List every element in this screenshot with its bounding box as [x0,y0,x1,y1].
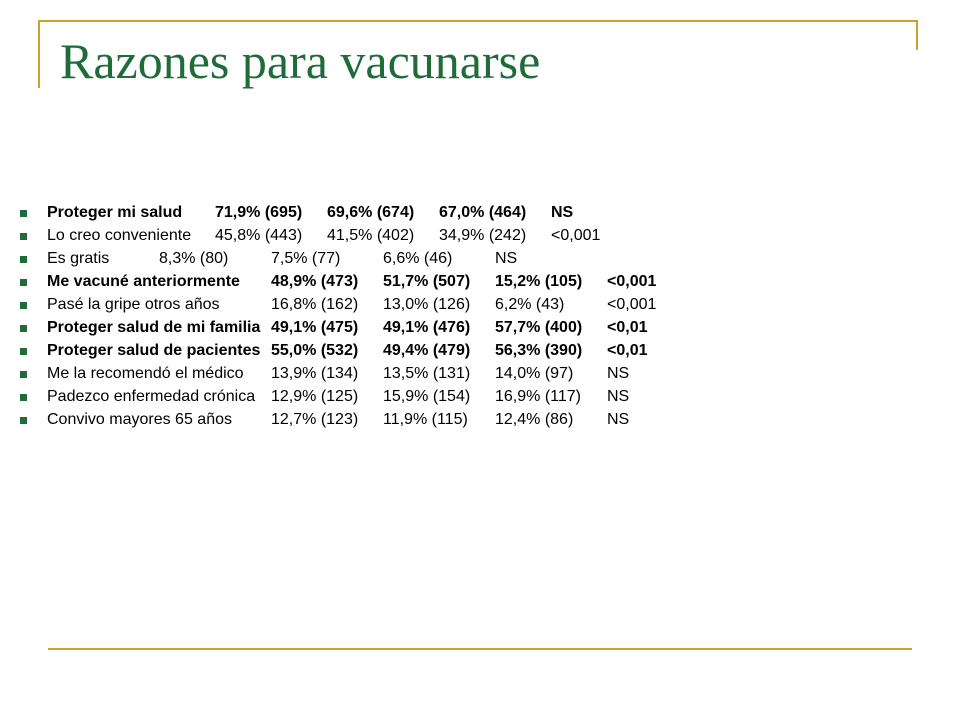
row-text: Convivo mayores 65 años 12,7% (123) 11,9% (115) 12,4% (86) NS [47,411,630,428]
top-border-line [38,20,918,22]
row-text: Me la recomendó el médico 13,9% (134) 13,5% (131) 14,0% (97) NS [47,365,630,382]
row-text: Proteger salud de mi familia 49,1% (475) 49,1% (476) 57,7% (400) <0,01 [47,319,648,336]
list-item [20,365,920,383]
bottom-border-line [48,648,912,650]
bullet-square-icon [20,279,27,286]
row-text: Me vacuné anteriormente 48,9% (473) 51,7% (507) 15,2% (105) <0,001 [47,273,657,290]
reasons-list [20,204,920,434]
list-item [20,342,920,360]
list-item [20,250,920,268]
bullet-square-icon [20,210,27,217]
bullet-square-icon [20,325,27,332]
bullet-square-icon [20,417,27,424]
row-text: Es gratis 8,3% (80) 7,5% (77) 6,6% (46) NS [47,250,518,267]
list-item [20,388,920,406]
list-item [20,296,920,314]
bullet-square-icon [20,394,27,401]
list-item [20,227,920,245]
row-text: Lo creo conveniente 45,8% (443) 41,5% (402) 34,9% (242) <0,001 [47,227,601,244]
row-text: Proteger mi salud 71,9% (695) 69,6% (674) 67,0% (464) NS [47,204,574,221]
list-item [20,204,920,222]
row-text: Pasé la gripe otros años 16,8% (162) 13,0% (126) 6,2% (43) <0,001 [47,296,657,313]
right-border-line [916,20,918,50]
list-item [20,411,920,429]
slide-title: Razones para vacunarse [60,33,541,89]
bullet-square-icon [20,256,27,263]
bullet-square-icon [20,233,27,240]
bullet-square-icon [20,302,27,309]
list-item [20,319,920,337]
bullet-square-icon [20,348,27,355]
row-text: Proteger salud de pacientes 55,0% (532) 49,4% (479) 56,3% (390) <0,01 [47,342,648,359]
bullet-square-icon [20,371,27,378]
left-border-line [38,20,40,88]
row-text: Padezco enfermedad crónica 12,9% (125) 15,9% (154) 16,9% (117) NS [47,388,630,405]
list-item [20,273,920,291]
